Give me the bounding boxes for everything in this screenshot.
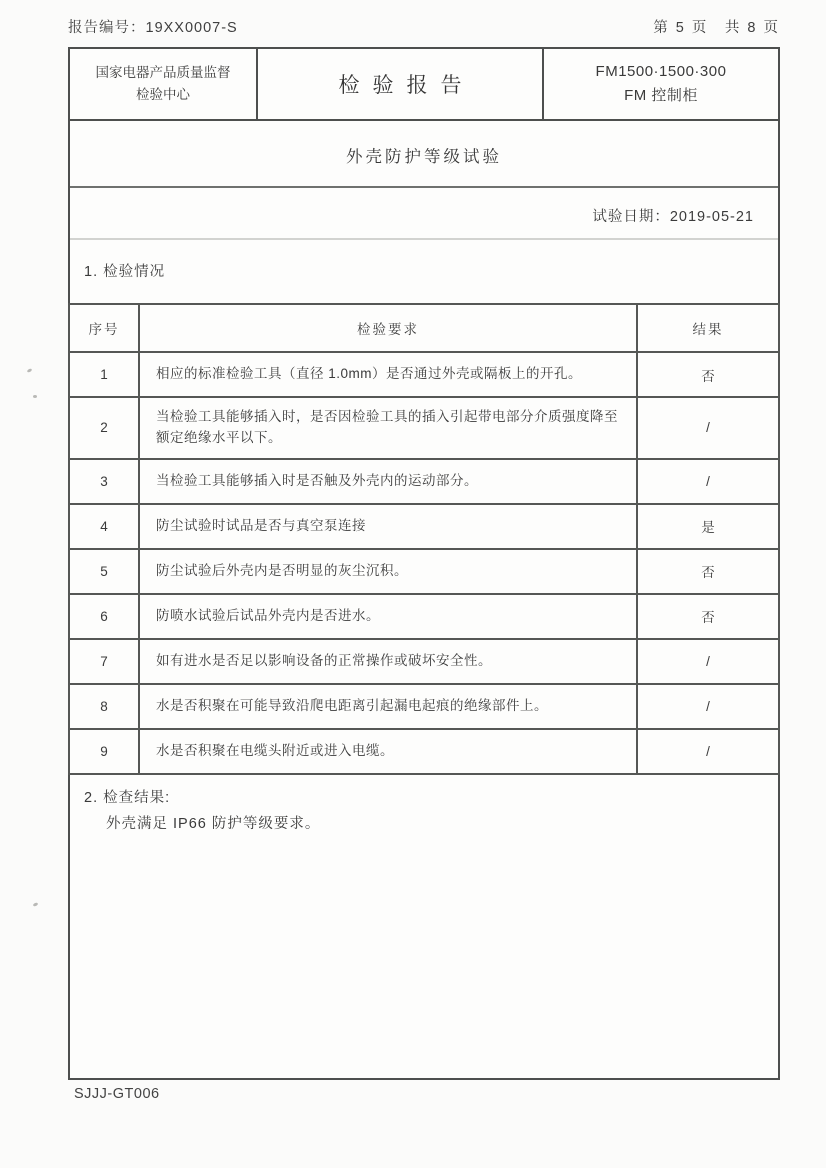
result-cell: / [637, 684, 779, 729]
report-header-band [70, 49, 778, 121]
test-date-value: 2019-05-21 [669, 209, 754, 225]
requirement-cell: 防尘试验后外壳内是否明显的灰尘沉积。 [139, 549, 637, 594]
issuing-org-line2: 检验中心 [136, 87, 190, 102]
page-meta-bar [68, 16, 780, 37]
table-row [69, 397, 779, 459]
col-header-seq: 序号 [69, 304, 139, 352]
report-title: 检验报告 [258, 49, 544, 119]
report-number [68, 16, 238, 37]
table-row [69, 684, 779, 729]
product-model-line2: FM 控制柜 [624, 87, 698, 104]
requirement-cell: 当检验工具能够插入时，是否因检验工具的插入引起带电部分介质强度降至额定绝缘水平以下。 [139, 397, 637, 459]
requirement-cell: 水是否积聚在电缆头附近或进入电缆。 [139, 729, 637, 774]
seq-cell: 3 [69, 459, 139, 504]
scan-speckle [27, 368, 33, 373]
result-cell: / [637, 729, 779, 774]
table-row [69, 504, 779, 549]
form-code: SJJJ-GT006 [74, 1086, 160, 1102]
issuing-org [70, 49, 258, 119]
seq-cell: 2 [69, 397, 139, 459]
table-row [69, 352, 779, 397]
table-row [69, 639, 779, 684]
table-row [69, 729, 779, 774]
product-model-line1: FM1500·1500·300 [595, 63, 727, 80]
requirement-cell: 当检验工具能够插入时是否触及外壳内的运动部分。 [139, 459, 637, 504]
seq-cell: 8 [69, 684, 139, 729]
scan-speckle [33, 395, 37, 398]
requirement-cell: 如有进水是否足以影响设备的正常操作或破坏安全性。 [139, 639, 637, 684]
requirement-cell: 防尘试验时试品是否与真空泵连接 [139, 504, 637, 549]
seq-cell: 1 [69, 352, 139, 397]
result-cell: / [637, 459, 779, 504]
conclusion-text: 外壳满足 IP66 防护等级要求。 [106, 816, 321, 833]
report-number-value: 19XX0007-S [145, 20, 238, 36]
divider-under-title [70, 186, 778, 188]
test-date [70, 205, 778, 226]
col-header-result: 结果 [637, 304, 779, 352]
seq-cell: 4 [69, 504, 139, 549]
seq-cell: 5 [69, 549, 139, 594]
conclusion-block [84, 787, 778, 836]
result-cell: 否 [637, 549, 779, 594]
requirement-cell: 防喷水试验后试品外壳内是否进水。 [139, 594, 637, 639]
faint-divider [70, 238, 778, 240]
seq-cell: 6 [69, 594, 139, 639]
test-date-label: 试验日期： [592, 209, 670, 225]
inspection-table [68, 303, 780, 775]
seq-cell: 9 [69, 729, 139, 774]
document-frame [68, 47, 780, 1080]
result-cell: / [637, 639, 779, 684]
result-cell: / [637, 397, 779, 459]
report-number-label: 报告编号： [68, 20, 146, 36]
table-header-row [69, 304, 779, 352]
inspection-heading: 1. 检验情况 [84, 264, 166, 280]
test-section-title: 外壳防护等级试验 [346, 148, 502, 166]
page-indicator: 第 5 页 共 8 页 [653, 20, 780, 36]
issuing-org-line1: 国家电器产品质量监督 [95, 64, 231, 80]
scan-speckle [33, 902, 39, 907]
table-row [69, 549, 779, 594]
table-row [69, 459, 779, 504]
requirement-cell: 相应的标准检验工具（直径 1.0mm）是否通过外壳或隔板上的开孔。 [139, 352, 637, 397]
result-cell: 是 [637, 504, 779, 549]
table-row [69, 594, 779, 639]
result-cell: 否 [637, 352, 779, 397]
requirement-cell: 水是否积聚在可能导致沿爬电距离引起漏电起痕的绝缘部件上。 [139, 684, 637, 729]
result-cell: 否 [637, 594, 779, 639]
seq-cell: 7 [69, 639, 139, 684]
product-model [544, 49, 778, 119]
col-header-requirement: 检验要求 [139, 304, 637, 352]
conclusion-heading: 2. 检查结果: [84, 789, 171, 806]
